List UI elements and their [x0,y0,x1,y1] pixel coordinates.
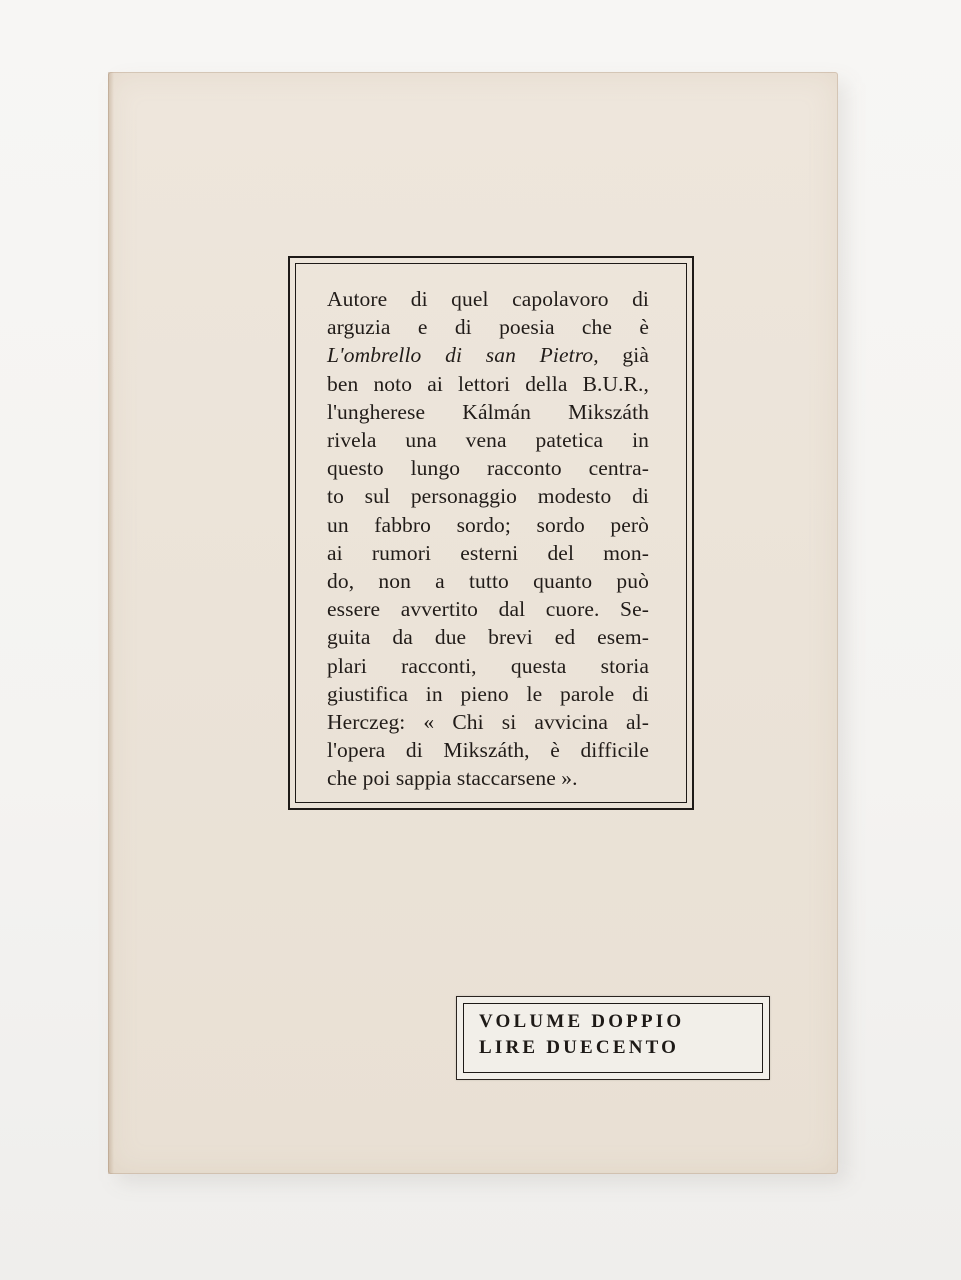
book-title-italic: L'ombrello di san Pietro, [327,343,599,368]
blurb-line: questo lungo racconto centra- [327,456,649,481]
blurb-line-after-title: già [598,343,649,368]
blurb-line: rivela una vena patetica in [327,428,649,453]
blurb-line: l'ungherese Kálmán Mikszáth [327,399,649,424]
blurb-line: guita da due brevi ed esem- [327,625,649,650]
blurb-line: plari racconti, questa storia [327,653,649,678]
blurb-line: l'opera di Mikszáth, è difficile [327,738,649,763]
blurb-line: giustifica in pieno le parole di [327,681,649,706]
volume-doppio-text: VOLUME DOPPIO [479,1011,685,1032]
blurb-line-title [327,341,649,369]
blurb-line: essere avvertito dal cuore. Se- [327,597,649,622]
blurb-line: arguzia e di poesia che è [327,315,649,340]
blurb-line: to sul personaggio modesto di [327,484,649,509]
blurb-frame [288,256,694,810]
blurb-line-last: che poi sappia staccarsene ». [327,766,578,791]
blurb-line: Autore di quel capolavoro di [327,287,649,311]
blurb-line: do, non a tutto quanto può [327,569,649,594]
blurb-line: un fabbro sordo; sordo però [327,512,649,537]
lire-duecento-text: LIRE DUECENTO [479,1037,680,1058]
blurb-line: ben noto ai lettori della B.U.R., [327,371,649,396]
blurb-line: ai rumori esterni del mon- [327,540,649,565]
blurb-line: Herczeg: « Chi si avvicina al- [327,710,649,735]
book-back-cover [108,72,838,1174]
blurb-text [327,285,649,793]
price-label [456,996,770,1080]
